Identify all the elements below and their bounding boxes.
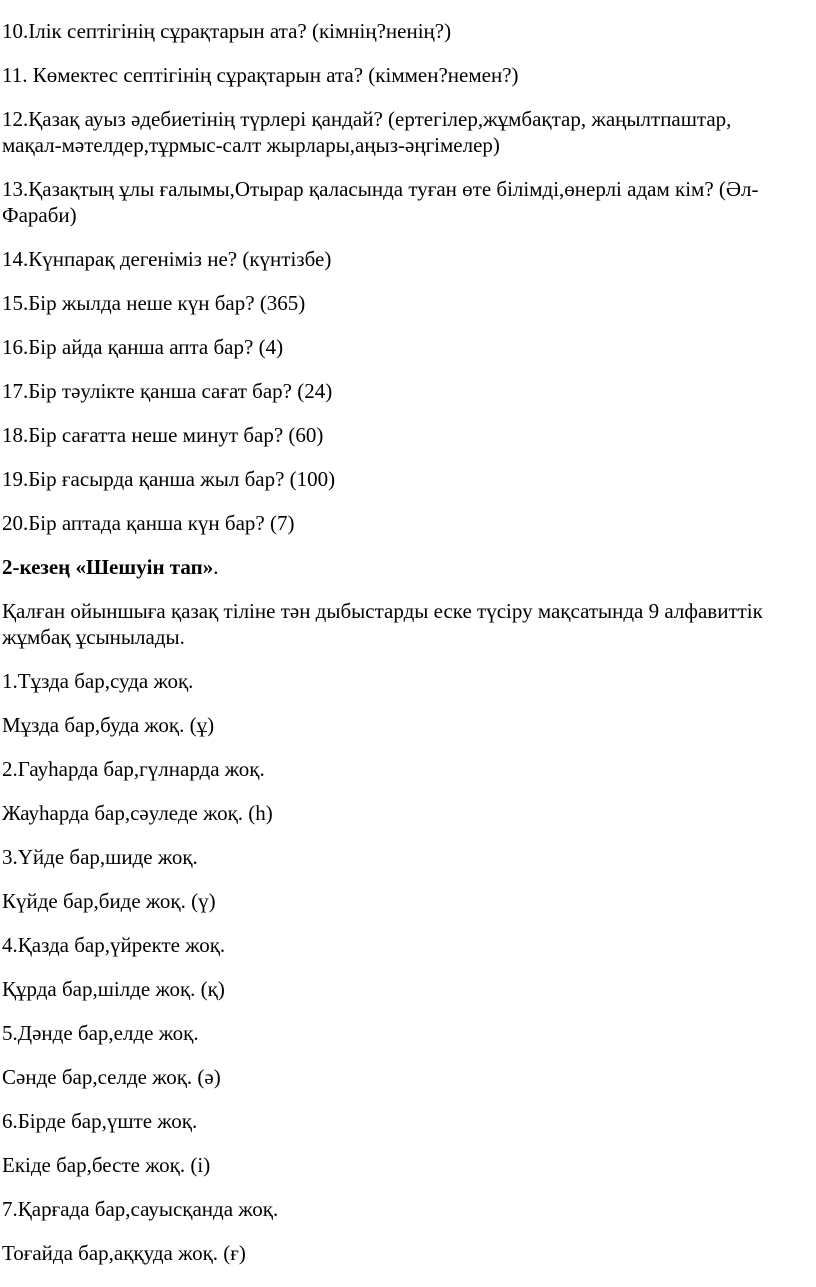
riddle-line: Тоғайда бар,аққуда жоқ. (ғ) <box>2 1241 246 1265</box>
question-13: 13.Қазақтың ұлы ғалымы,Отырар қаласында туған өте білімді,өнерлі адам кім? (Әл-Фараби) <box>2 177 759 227</box>
question-17: 17.Бір тәулікте қанша сағат бар? (24) <box>2 379 333 403</box>
question-18: 18.Бір сағатта неше минут бар? (60) <box>2 423 324 447</box>
intro-paragraph: Қалған ойыншыға қазақ тіліне тән дыбыстарды еске түсіру мақсатында 9 алфавиттік жұмбақ ұсынылады. <box>2 599 763 649</box>
question-20: 20.Бір аптада қанша күн бар? (7) <box>2 511 295 535</box>
question-10: 10.Ілік септігінің сұрақтарын ата? (кімнің?ненің?) <box>2 19 452 43</box>
stage-heading-period: . <box>213 555 219 579</box>
question-12: 12.Қазақ ауыз әдебиетінің түрлері қандай? (ертегілер,жұмбақтар, жаңылтпаштар, мақал-мәтелдер,тұрмыс-салт жырлары,аңыз-әңгімелер) <box>2 107 732 157</box>
riddle-line: Күйде бар,биде жоқ. (ү) <box>2 889 216 913</box>
riddle-line: 2.Гауһарда бар,гүлнарда жоқ. <box>2 757 265 781</box>
stage-heading <box>2 554 792 580</box>
riddle-line: Екіде бар,бесте жоқ. (і) <box>2 1153 211 1177</box>
riddle-line: Жауһарда бар,сәуледе жоқ. (һ) <box>2 801 273 825</box>
riddle-line: Мұзда бар,буда жоқ. (ұ) <box>2 713 215 737</box>
riddle-line: Сәнде бар,селде жоқ. (ә) <box>2 1065 221 1089</box>
riddle-line: 1.Тұзда бар,суда жоқ. <box>2 669 194 693</box>
question-15: 15.Бір жылда неше күн бар? (365) <box>2 291 306 315</box>
riddle-line: 4.Қазда бар,үйректе жоқ. <box>2 933 226 957</box>
riddle-line: Құрда бар,шілде жоқ. (қ) <box>2 977 225 1001</box>
question-16: 16.Бір айда қанша апта бар? (4) <box>2 335 284 359</box>
riddle-line: 5.Дәнде бар,елде жоқ. <box>2 1021 199 1045</box>
stage-heading-title: 2-кезең «Шешуін тап» <box>2 555 214 579</box>
riddle-line: 3.Үйде бар,шиде жоқ. <box>2 845 198 869</box>
question-14: 14.Күнпарақ дегеніміз не? (күнтізбе) <box>2 247 332 271</box>
question-19: 19.Бір ғасырда қанша жыл бар? (100) <box>2 467 336 491</box>
question-11: 11. Көмектес септігінің сұрақтарын ата? (кіммен?немен?) <box>2 63 519 87</box>
riddle-line: 6.Бірде бар,үште жоқ. <box>2 1109 198 1133</box>
riddle-line: 7.Қарғада бар,сауысқанда жоқ. <box>2 1197 279 1221</box>
